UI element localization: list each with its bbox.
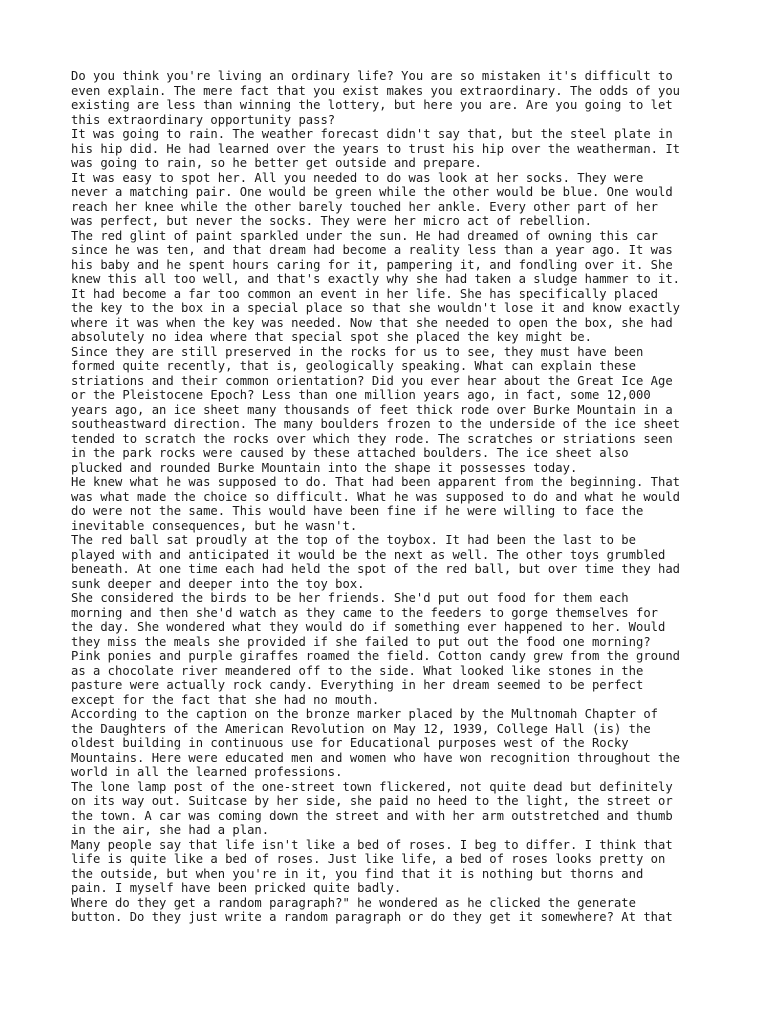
paragraph-ordinary-life: Do you think you're living an ordinary life? You are so mistaken it's difficult to even explain. The mere fact that you exist makes you extraordinary. The odds of you existing are less than winning the lottery, but here you are. Are you going to let this extraordinary opportunity pass? bbox=[71, 69, 681, 127]
paragraph-choice: He knew what he was supposed to do. That had been apparent from the beginning. That was what made the choice so difficult. What he was supposed to do and what he would do were not the same. This would have been fine if he were willing to face the inevitable consequences, but he wasn't. bbox=[71, 475, 681, 533]
paragraph-ice-age: Since they are still preserved in the rocks for us to see, they must have been formed quite recently, that is, geologically speaking. What can explain these striations and their common orientation? Did you ever hear about the Great Ice Age or the Pleistocene Epoch? Less than one million years ago, in fact, some 12,000 years ago, an ice sheet many thousands of feet thick rode over Burke Mountain in a southeastward direction. The many boulders frozen to the underside of the ice sheet tended to scratch the rocks over which they rode. The scratches or striations seen in the park rocks were caused by these attached boulders. The ice sheet also plucked and rounded Burke Mountain into the shape it possesses today. bbox=[71, 344, 681, 475]
paragraph-key-box: It had become a far too common an event in her life. She has specifically placed the key to the box in a special place so that she wouldn't lose it and know exactly where it was when the key was needed. Now that she needed to open the box, she had absolutely no idea where that special spot she placed the key might be. bbox=[71, 286, 681, 344]
document-page bbox=[71, 69, 731, 1024]
paragraph-red-ball: The red ball sat proudly at the top of the toybox. It had been the last to be played with and anticipated it would be the next as well. The other toys grumbled beneath. At one time each had held the spot of the red ball, but over time they had sunk deeper and deeper into the toy box. bbox=[71, 533, 681, 591]
paragraph-birds: She considered the birds to be her friends. She'd put out food for them each morning and then she'd watch as they came to the feeders to gorge themselves for the day. She wondered what they would do if something ever happened to her. Would they miss the meals she provided if she failed to put out the food one morning? bbox=[71, 591, 666, 649]
paragraph-red-car: The red glint of paint sparkled under the sun. He had dreamed of owning this car since he was ten, and that dream had become a reality less than a year ago. It was his baby and he spent hours caring for it, pampering it, and fondling over it. She knew this all too well, and that's exactly why she had taken a sludge hammer to it. bbox=[71, 228, 681, 286]
paragraph-pink-ponies: Pink ponies and purple giraffes roamed the field. Cotton candy grew from the ground as a chocolate river meandered off to the side. What looked like stones in the pasture were actually rock candy. Everything in her dream seemed to be perfect except for the fact that she had no mouth. bbox=[71, 649, 681, 707]
paragraph-college-hall: According to the caption on the bronze marker placed by the Multnomah Chapter of the Daughters of the American Revolution on May 12, 1939, College Hall (is) the oldest building in continuous use for Educational purposes west of the Rocky Mountains. Here were educated men and women who have won recognition throughout the world in all the learned professions. bbox=[71, 707, 681, 779]
paragraph-random-paragraph: Where do they get a random paragraph?" he wondered as he clicked the generate button. Do they just write a random paragraph or do they get it somewhere? At that bbox=[71, 895, 673, 924]
paragraph-lamp-post: The lone lamp post of the one-street town flickered, not quite dead but definitely on its way out. Suitcase by her side, she paid no heed to the light, the street or the town. A car was coming down the street and with her arm outstretched and thumb in the air, she had a plan. bbox=[71, 779, 673, 837]
paragraph-rain: It was going to rain. The weather forecast didn't say that, but the steel plate in his hip did. He had learned over the years to trust his hip over the weatherman. It was going to rain, so he better get outside and prepare. bbox=[71, 127, 681, 170]
paragraph-socks: It was easy to spot her. All you needed to do was look at her socks. They were never a matching pair. One would be green while the other would be blue. One would reach her knee while the other barely touched her ankle. Every other part of her was perfect, but never the socks. They were her micro act of rebellion. bbox=[71, 170, 673, 228]
paragraph-bed-of-roses: Many people say that life isn't like a bed of roses. I beg to differ. I think that life is quite like a bed of roses. Just like life, a bed of roses looks pretty on the outside, but when you're in it, you find that it is nothing but thorns and pain. I myself have been pricked quite badly. bbox=[71, 837, 673, 895]
